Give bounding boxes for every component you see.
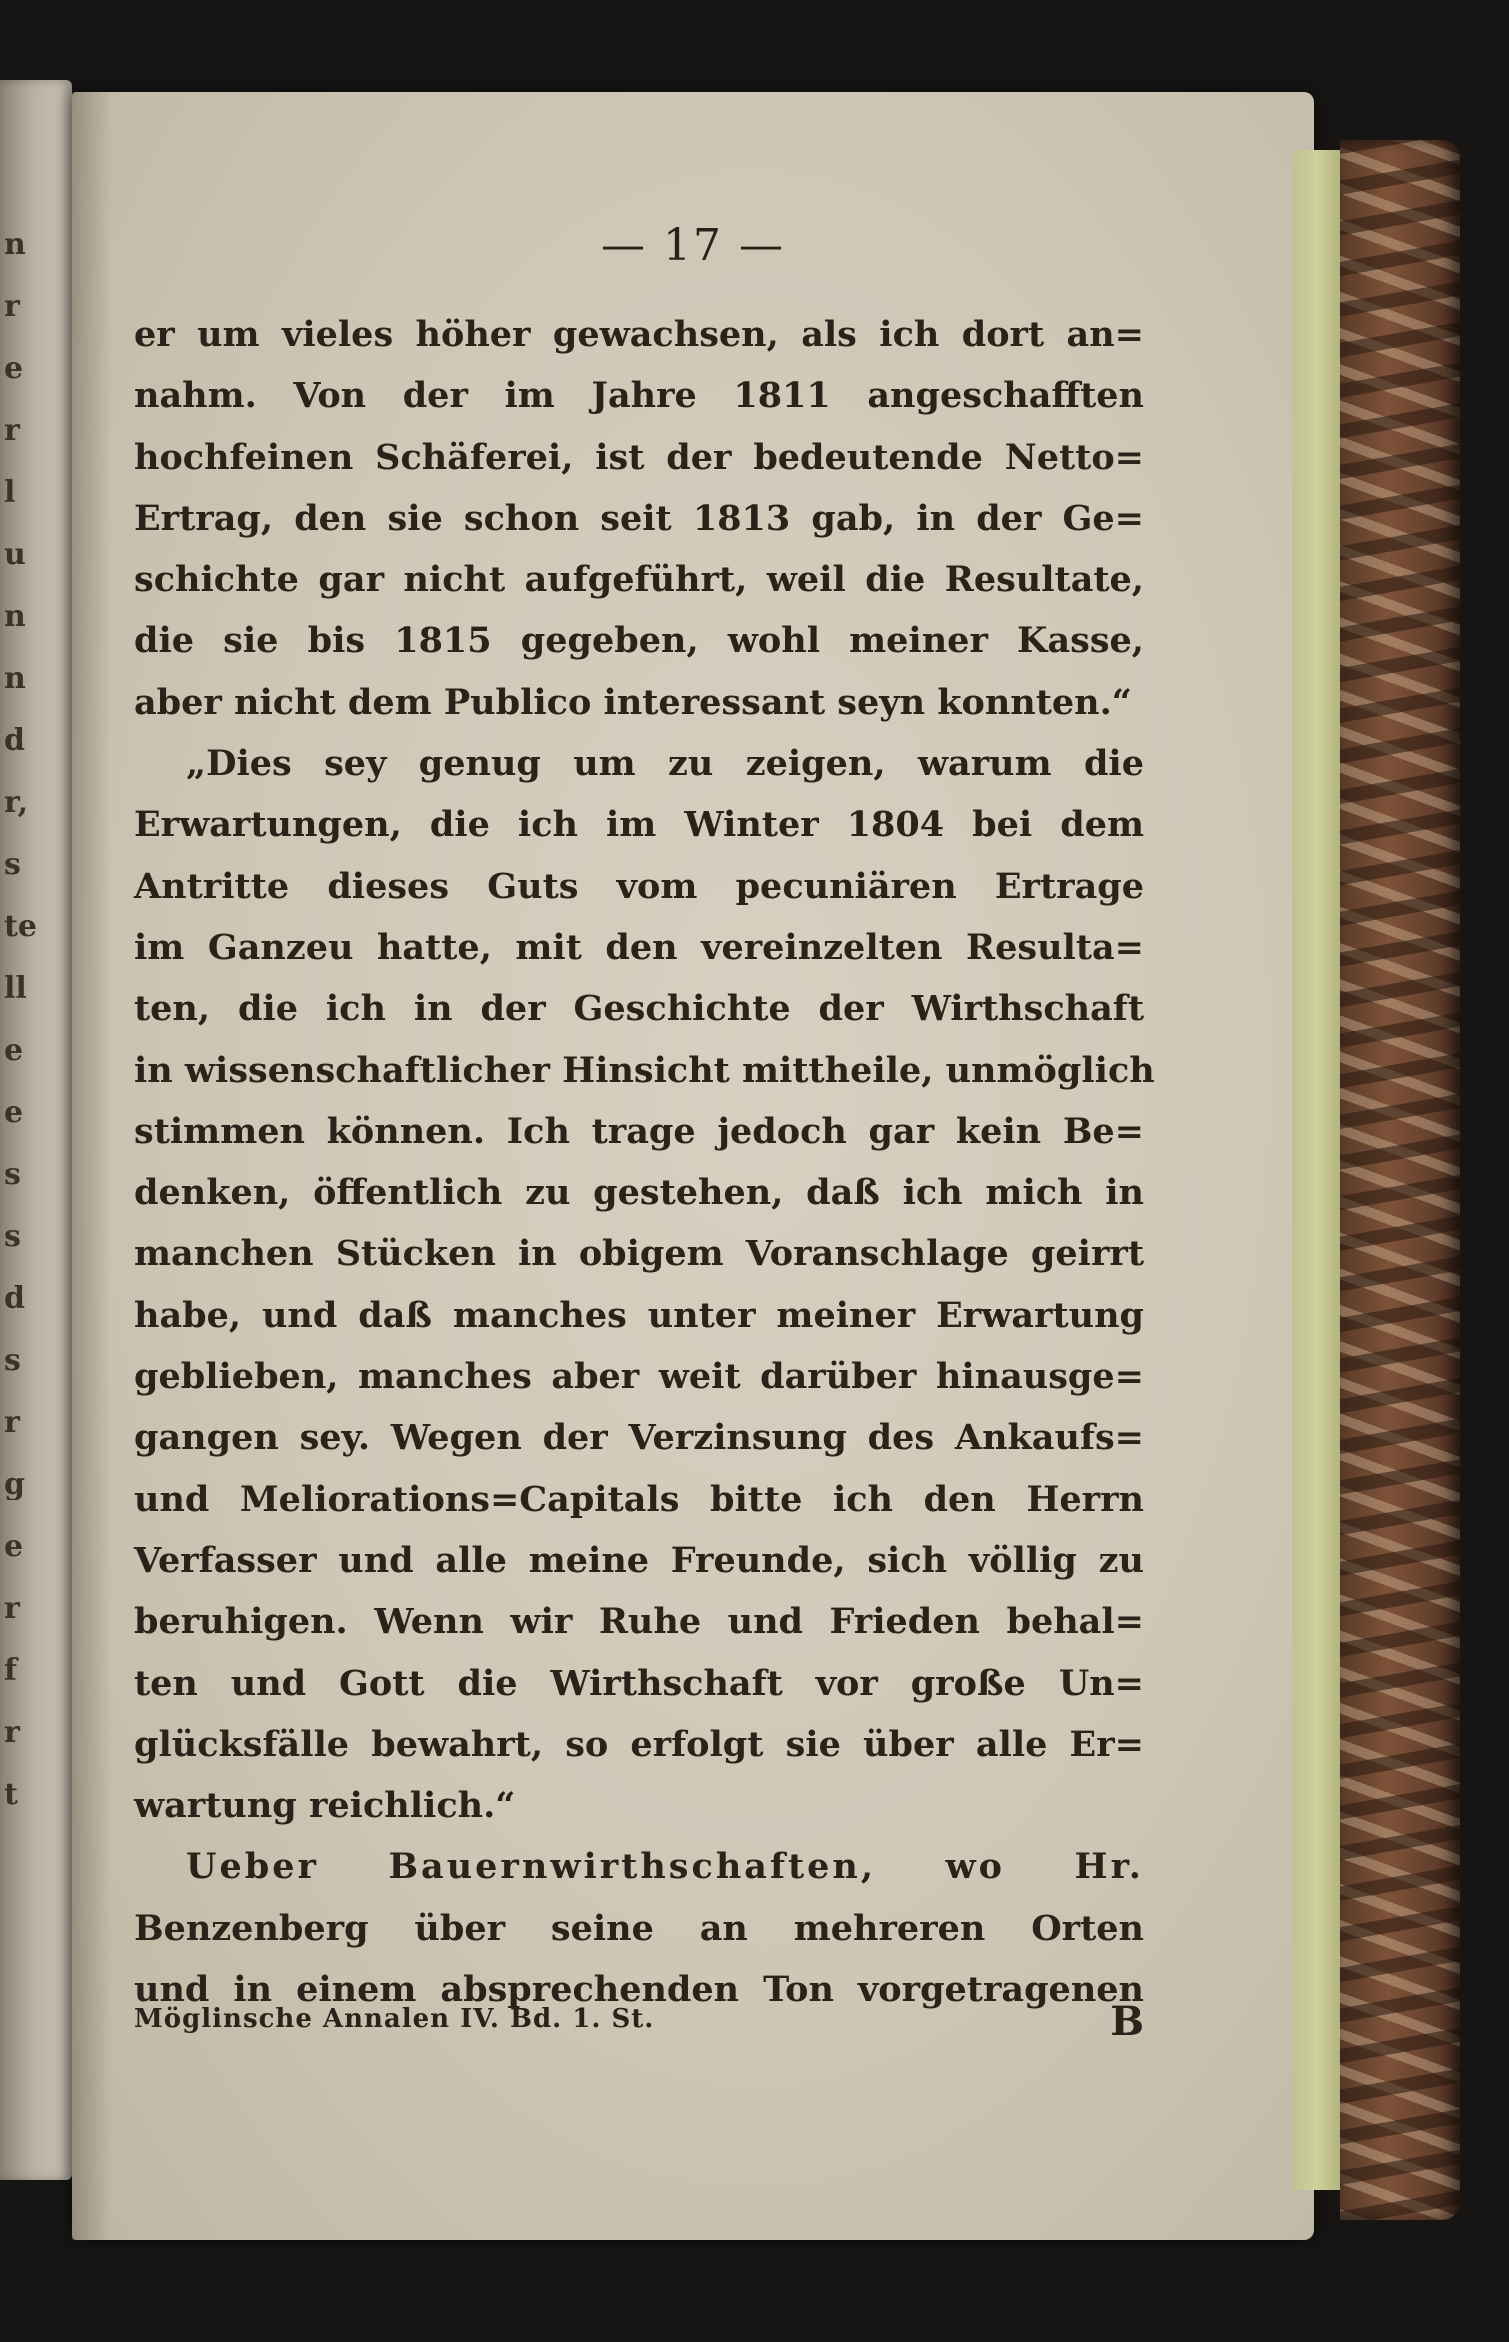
previous-page-edge xyxy=(0,80,72,2180)
text-line: Benzenberg über seine an mehreren Orten xyxy=(134,1907,1144,1949)
body-text xyxy=(134,304,1155,2020)
page-number: — 17 — xyxy=(601,220,785,271)
text-line: glücksfälle bewahrt, so erfolgt sie über alle Er= xyxy=(134,1723,1144,1765)
text-line: Antritte dieses Guts vom pecuniären Ertrage xyxy=(134,865,1144,907)
text-line: und in einem absprechenden Ton vorgetragenen xyxy=(134,1969,1144,2011)
left-page-fragment: r xyxy=(4,1408,20,1438)
left-page-fragment: e xyxy=(4,1532,24,1562)
text-line: denken, öffentlich zu gestehen, daß ich mich in xyxy=(134,1172,1144,1214)
marbled-cover xyxy=(1340,140,1460,2220)
left-page-fragment: r xyxy=(4,1594,20,1624)
left-page-fragment: g xyxy=(4,1470,25,1500)
left-page-fragment: e xyxy=(4,1036,24,1066)
text-line: und Meliorations=Capitals bitte ich den Herrn xyxy=(134,1478,1144,1520)
left-page-fragment: s xyxy=(4,1346,21,1376)
text-line: Erwartungen, die ich im Winter 1804 bei dem xyxy=(134,804,1144,846)
text-line: ten, die ich in der Geschichte der Wirthschaft xyxy=(134,988,1144,1030)
text-line: Ertrag, den sie schon seit 1813 gab, in der Ge= xyxy=(134,497,1144,539)
left-page-fragment: s xyxy=(4,1222,21,1252)
text-line: nahm. Von der im Jahre 1811 angeschafften xyxy=(134,375,1144,417)
text-line: im Ganzeu hatte, mit den vereinzelten Resulta= xyxy=(134,926,1144,968)
left-page-fragment: s xyxy=(4,850,21,880)
text-line: die sie bis 1815 gegeben, wohl meiner Kasse, xyxy=(134,620,1144,662)
text-line: in wissenschaftlicher Hinsicht mittheile, unmöglich xyxy=(134,1049,1155,1091)
text-line: geblieben, manches aber weit darüber hinausge= xyxy=(134,1356,1144,1398)
text-line: gangen sey. Wegen der Verzinsung des Ankaufs= xyxy=(134,1417,1144,1459)
text-line: „Dies sey genug um zu zeigen, warum die xyxy=(186,743,1144,785)
text-line: Verfasser und alle meine Freunde, sich völlig zu xyxy=(134,1539,1144,1581)
text-line: habe, und daß manches unter meiner Erwartung xyxy=(134,1294,1144,1336)
left-page-fragment: n xyxy=(4,664,26,694)
book-page xyxy=(72,92,1314,2240)
text-line: stimmen können. Ich trage jedoch gar kein Be= xyxy=(134,1110,1144,1152)
text-line: Ueber Bauernwirthschaften, wo Hr. xyxy=(186,1846,1144,1888)
left-page-fragment: s xyxy=(4,1160,21,1190)
text-line: ten und Gott die Wirthschaft vor große Un= xyxy=(134,1662,1144,1704)
left-page-fragment: d xyxy=(4,726,25,756)
left-page-fragment: ll xyxy=(4,974,27,1004)
left-page-fragment: e xyxy=(4,354,24,384)
left-page-fragment: n xyxy=(4,602,26,632)
gutter-shadow xyxy=(72,92,112,2240)
signature-mark: B xyxy=(1110,1998,1144,2045)
left-page-fragment: u xyxy=(4,540,26,570)
text-line: er um vieles höher gewachsen, als ich dort an= xyxy=(134,314,1144,355)
left-page-fragment: r xyxy=(4,1718,20,1748)
left-page-fragment: r xyxy=(4,416,20,446)
text-line: aber nicht dem Publico interessant seyn konnten.“ xyxy=(134,681,1132,723)
left-page-fragment: r xyxy=(4,292,20,322)
left-page-fragment: n xyxy=(4,230,26,260)
text-line: wartung reichlich.“ xyxy=(134,1785,516,1827)
text-line: schichte gar nicht aufgeführt, weil die Resultate, xyxy=(134,559,1144,601)
left-page-fragment: te xyxy=(4,912,37,942)
footer-citation: Möglinsche Annalen IV. Bd. 1. St. xyxy=(134,2004,655,2034)
text-line: beruhigen. Wenn wir Ruhe und Frieden behal= xyxy=(134,1601,1144,1643)
text-line: hochfeinen Schäferei, ist der bedeutende Netto= xyxy=(134,436,1144,478)
left-page-fragment: l xyxy=(4,478,16,508)
left-page-fragment: f xyxy=(4,1656,17,1686)
text-line: manchen Stücken in obigem Voranschlage geirrt xyxy=(134,1233,1144,1275)
left-page-fragment: t xyxy=(4,1780,18,1810)
left-page-fragment: d xyxy=(4,1284,25,1314)
page-footer xyxy=(134,1998,1144,2045)
left-page-fragment: r, xyxy=(4,788,29,818)
left-page-fragment: e xyxy=(4,1098,24,1128)
